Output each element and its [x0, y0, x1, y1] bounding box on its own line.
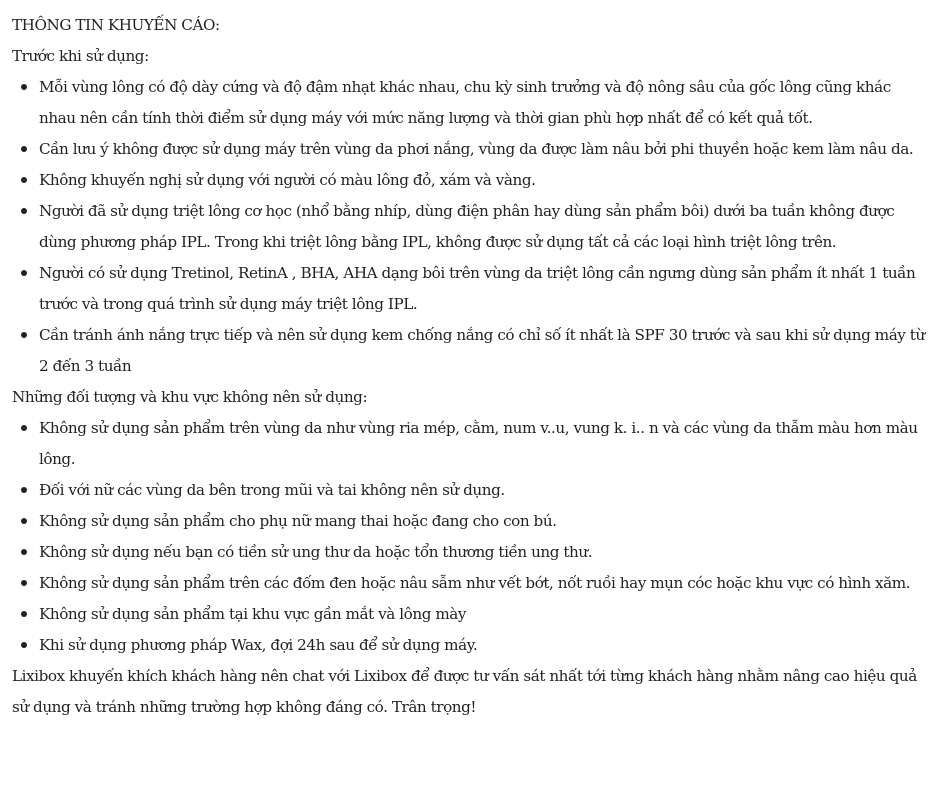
bullet-icon	[21, 270, 27, 276]
document-heading: THÔNG TIN KHUYẾN CÁO:	[12, 16, 220, 34]
bullet-icon	[21, 425, 27, 431]
list-item: Không sử dụng sản phẩm trên các đốm đen hoặc nâu sẫm như vết bớt, nốt ruồi hay mụn cóc hoặc khu vực có hình xăm.	[39, 568, 925, 599]
bullet-icon	[21, 518, 27, 524]
list-item: Không khuyến nghị sử dụng với người có màu lông đỏ, xám và vàng.	[39, 165, 925, 196]
bullet-icon	[21, 611, 27, 617]
list-item: Không sử dụng sản phẩm trên vùng da như vùng ria mép, cằm, num v..u, vung k. i.. n và các vùng da thẫm màu hơn màu lông.	[39, 413, 925, 475]
bullet-icon	[21, 208, 27, 214]
bullet-icon	[21, 146, 27, 152]
list-item: Cần tránh ánh nắng trực tiếp và nên sử dụng kem chống nắng có chỉ số ít nhất là SPF 30 trước và sau khi sử dụng máy từ 2 đến 3 tuần	[39, 320, 925, 382]
list-item: Mỗi vùng lông có độ dày cứng và độ đậm nhạt khác nhau, chu kỳ sinh trưởng và độ nông sâu của gốc lông cũng khác nhau nên cần tính thời điểm sử dụng máy với mức năng lượng và thời gian phù hợp nhất để có kết quả tốt.	[39, 72, 925, 134]
list-item: Người có sử dụng Tretinol, RetinA , BHA, AHA dạng bôi trên vùng da triệt lông cần ngưng dùng sản phẩm ít nhất 1 tuần trước và trong quá trình sử dụng máy triệt lông IPL.	[39, 258, 925, 320]
list-item: Không sử dụng sản phẩm cho phụ nữ mang thai hoặc đang cho con bú.	[39, 506, 925, 537]
list-item: Đối với nữ các vùng da bên trong mũi và tai không nên sử dụng.	[39, 475, 925, 506]
bullet-icon	[21, 549, 27, 555]
closing-paragraph: Lixibox khuyến khích khách hàng nên chat với Lixibox để được tư vấn sát nhất tới từng khách hàng nhằm nâng cao hiệu quả sử dụng và tránh những trường hợp không đáng có. Trân trọng!	[12, 667, 917, 716]
not-for-list	[12, 413, 925, 661]
bullet-icon	[21, 84, 27, 90]
list-item: Người đã sử dụng triệt lông cơ học (nhổ bằng nhíp, dùng điện phân hay dùng sản phẩm bôi) dưới ba tuần không được dùng phương pháp IPL. Trong khi triệt lông bằng IPL, không được sử dụng tất cả các loại hình triệt lông trên.	[39, 196, 925, 258]
bullet-icon	[21, 177, 27, 183]
list-item: Cần lưu ý không được sử dụng máy trên vùng da phơi nắng, vùng da được làm nâu bởi phi thuyền hoặc kem làm nâu da.	[39, 134, 925, 165]
before-use-title: Trước khi sử dụng:	[12, 47, 149, 65]
bullet-icon	[21, 487, 27, 493]
bullet-icon	[21, 642, 27, 648]
before-use-list	[12, 72, 925, 382]
list-item: Không sử dụng sản phẩm tại khu vực gần mắt và lông mày	[39, 599, 925, 630]
list-item: Không sử dụng nếu bạn có tiền sử ung thư da hoặc tổn thương tiền ung thư.	[39, 537, 925, 568]
bullet-icon	[21, 580, 27, 586]
bullet-icon	[21, 332, 27, 338]
list-item: Khi sử dụng phương pháp Wax, đợi 24h sau để sử dụng máy.	[39, 630, 925, 661]
not-for-title: Những đối tượng và khu vực không nên sử dụng:	[12, 388, 368, 406]
